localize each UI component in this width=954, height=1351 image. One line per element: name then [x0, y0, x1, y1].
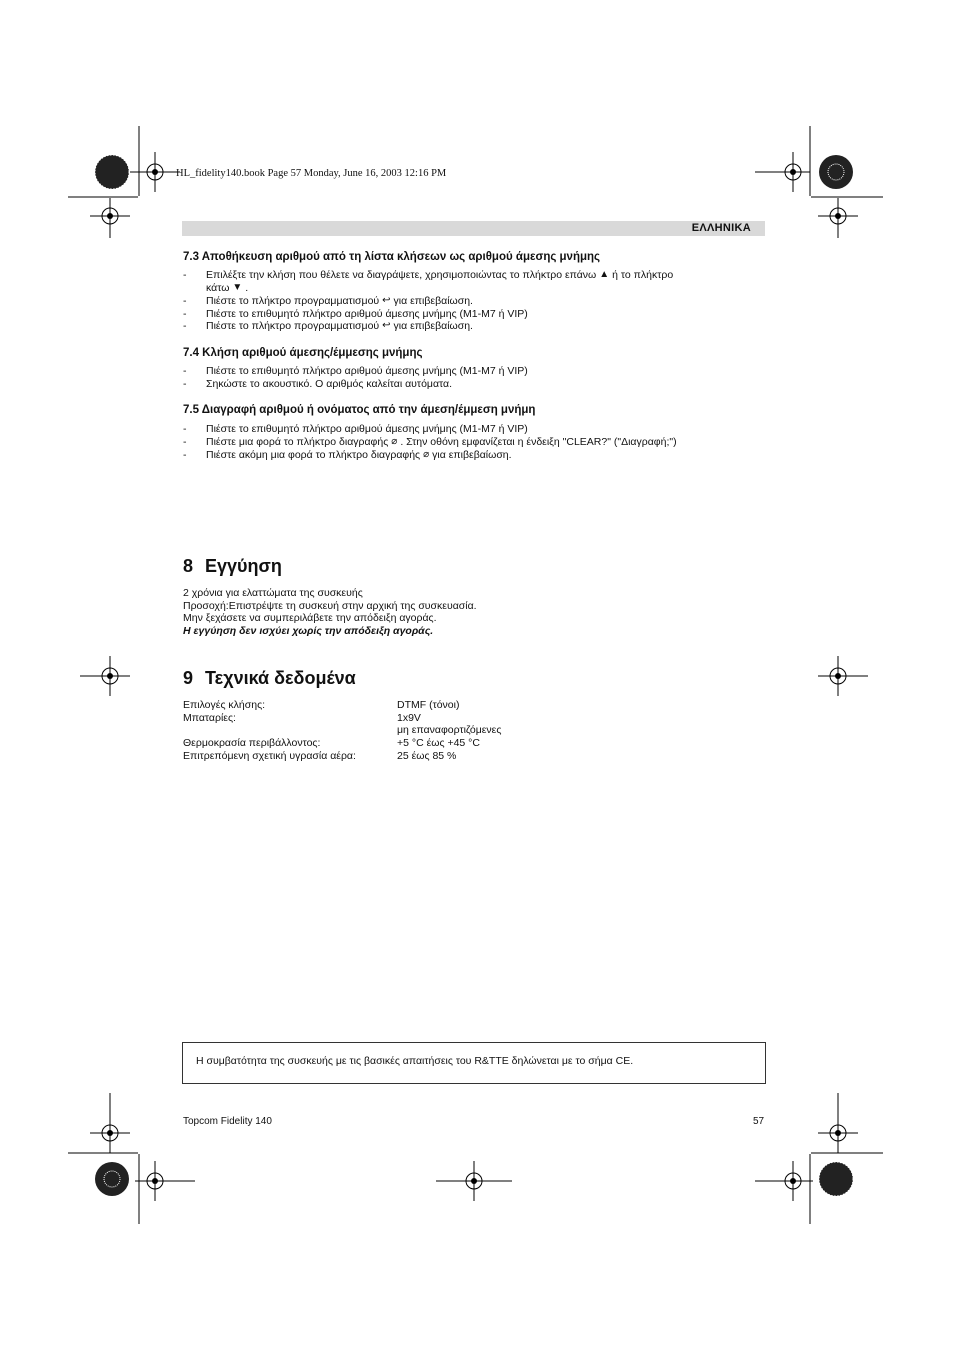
spec-label: Επιτρεπόμενη σχετική υγρασία αέρα:: [183, 750, 356, 762]
list-item: - Πιέστε ακόμη μια φορά το πλήκτρο διαγραφής ⌀ για επιβεβαίωση.: [183, 449, 512, 462]
triangle-up-icon: ▲: [599, 269, 610, 280]
spec-value: +5 °C έως +45 °C: [397, 737, 480, 749]
list-item: - Πιέστε μια φορά το πλήκτρο διαγραφής ⌀ . Στην οθόνη εμφανίζεται η ένδειξη "CLEAR?" ("Διαγραφή;"): [183, 436, 677, 449]
spec-value: μη επαναφορτιζόμενες: [397, 724, 502, 736]
triangle-down-icon: ▼: [232, 282, 243, 293]
ce-notice-text: Η συμβατότητα της συσκευής με τις βασικές απαιτήσεις του R&TTE δηλώνεται με το σήμα CE.: [196, 1055, 634, 1067]
section-7-5-title: 7.5 Διαγραφή αριθμού ή ονόματος από την άμεση/έμμεση μνήμη: [183, 404, 536, 416]
spec-label: Θερμοκρασία περιβάλλοντος:: [183, 737, 321, 749]
list-item: κάτω ▼ .: [206, 282, 249, 295]
list-item: - Πιέστε το πλήκτρο προγραμματισμού ↩ για επιβεβαίωση.: [183, 320, 473, 333]
delete-key-icon: ⌀: [423, 449, 430, 460]
list-item: - Επιλέξτε την κλήση που θέλετε να διαγράψετε, χρησιμοποιώντας το πλήκτρο επάνω ▲ ή το πλήκτρο: [183, 269, 674, 282]
book-slug: HL_fidelity140.book Page 57 Monday, June 16, 2003 12:16 PM: [176, 168, 447, 179]
language-label: ΕΛΛΗΝΙΚΑ: [691, 222, 751, 234]
section-7-4-title: 7.4 Κλήση αριθμού άμεσης/έμμεσης μνήμης: [183, 347, 423, 359]
section-7-3-title: 7.3 Αποθήκευση αριθμού από τη λίστα κλήσεων ως αριθμού άμεσης μνήμης: [183, 251, 601, 263]
spec-label: Μπαταρίες:: [183, 712, 236, 724]
list-item: - Πιέστε το επιθυμητό πλήκτρο αριθμού άμεσης μνήμης (M1-M7 ή VIP): [183, 365, 528, 377]
list-item: - Πιέστε το επιθυμητό πλήκτρο αριθμού άμεσης μνήμης (M1-M7 ή VIP): [183, 308, 528, 320]
language-header-bar: [182, 221, 765, 236]
page-number: 57: [753, 1116, 765, 1127]
spec-value: 25 έως 85 %: [397, 750, 457, 762]
section-9-heading: 9 Τεχνικά δεδομένα: [183, 668, 356, 688]
list-item: - Πιέστε το πλήκτρο προγραμματισμού ↩ για επιβεβαίωση.: [183, 295, 473, 308]
warranty-text: 2 χρόνια για ελαττώματα της συσκευής Προσοχή:Επιστρέψτε τη συσκευή στην αρχική της συσκευασία. Μην ξεχάσετε να συμπεριλάβετε την απόδειξη αγοράς. Η εγγύηση δεν ισχύει χωρίς την απόδειξη αγοράς.: [183, 587, 477, 637]
spec-label: Επιλογές κλήσης:: [183, 699, 266, 711]
section-8-heading: 8 Εγγύηση: [183, 556, 282, 576]
footer-product: Topcom Fidelity 140: [183, 1116, 272, 1127]
list-item: - Σηκώστε το ακουστικό. Ο αριθμός καλείται αυτόματα.: [183, 378, 453, 390]
spec-value: DTMF (τόνοι): [397, 699, 460, 711]
program-key-icon: ↩: [382, 295, 391, 306]
program-key-icon: ↩: [382, 320, 391, 331]
ce-notice-box: [182, 1042, 766, 1084]
list-item: - Πιέστε το επιθυμητό πλήκτρο αριθμού άμεσης μνήμης (M1-M7 ή VIP): [183, 423, 528, 435]
warranty-note: Η εγγύηση δεν ισχύει χωρίς την απόδειξη αγοράς.: [183, 624, 434, 637]
delete-key-icon: ⌀: [391, 436, 398, 447]
spec-value: 1x9V: [397, 712, 421, 724]
